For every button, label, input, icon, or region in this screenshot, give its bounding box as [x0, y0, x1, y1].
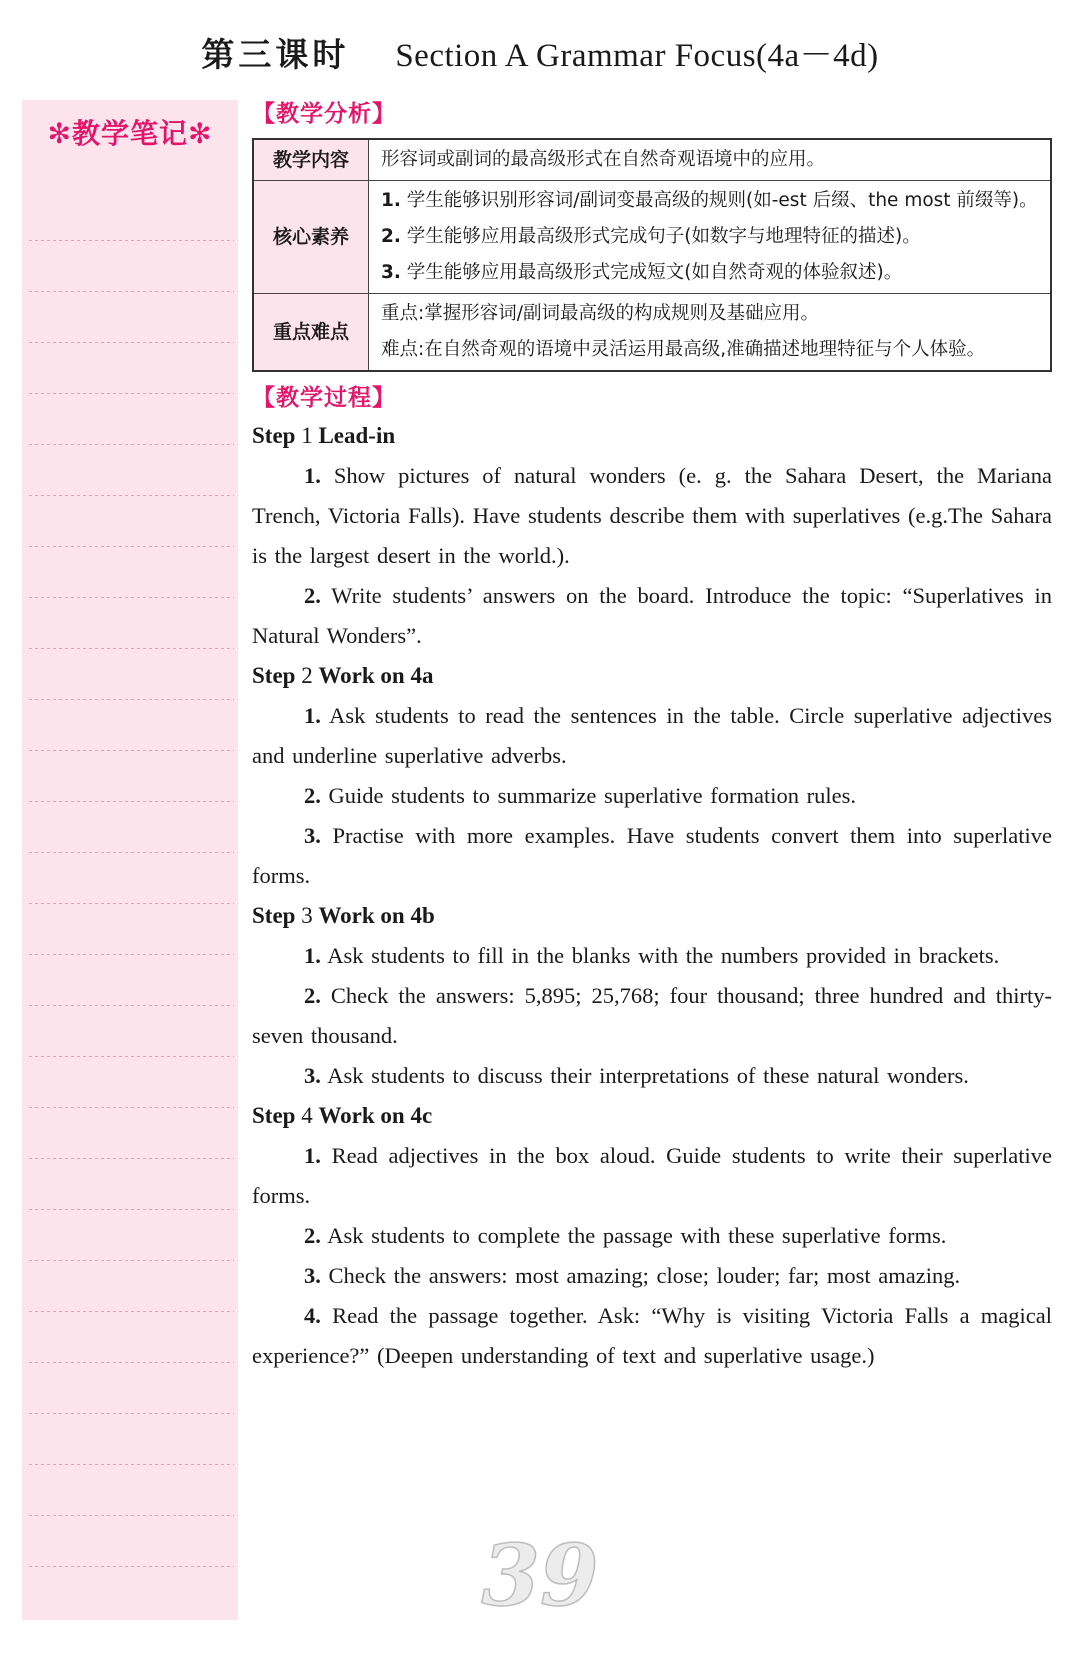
- step-number: 2: [301, 663, 313, 688]
- list-item: [381, 219, 1040, 255]
- para-number: 1.: [304, 1143, 321, 1168]
- para-number: 1.: [304, 943, 321, 968]
- para-number: 2.: [304, 583, 321, 608]
- step-heading: [252, 656, 1052, 696]
- step-heading: [252, 896, 1052, 936]
- row-value: [369, 181, 1052, 294]
- para-text: Read the passage together. Ask: “Why is visiting Victoria Falls a magical experience?” (Deepen understanding of text and superlative usage.): [252, 1303, 1053, 1368]
- para-text: Check the answers: most amazing; close; louder; far; most amazing.: [328, 1263, 961, 1288]
- para-number: 4.: [304, 1303, 321, 1328]
- para-text: Read adjectives in the box aloud. Guide students to write their superlative forms.: [252, 1143, 1053, 1208]
- para-number: 3.: [304, 1263, 321, 1288]
- row-value: [369, 294, 1052, 372]
- list-item: 难点:在自然奇观的语境中灵活运用最高级,准确描述地理特征与个人体验。: [381, 339, 986, 360]
- para-number: 2.: [304, 983, 321, 1008]
- item-text: 学生能够应用最高级形式完成句子(如数字与地理特征的描述)。: [406, 226, 921, 247]
- list-item: 重点:掌握形容词/副词最高级的构成规则及基础应用。: [381, 303, 819, 324]
- para-number: 3.: [304, 823, 321, 848]
- para-number: 3.: [304, 1063, 321, 1088]
- step-word: Step: [252, 423, 296, 448]
- page-header: [0, 32, 1080, 79]
- item-number: 3.: [381, 262, 401, 283]
- step-title: Lead-in: [318, 423, 396, 448]
- para-text: Ask students to read the sentences in the table. Circle superlative adjectives and underline superlative adverbs.: [252, 703, 1052, 768]
- teaching-notes-sidebar: [22, 100, 238, 1620]
- row-label: 核心素养: [253, 181, 369, 294]
- row-label: 重点难点: [253, 294, 369, 372]
- step-paragraph: [252, 696, 1052, 776]
- step-paragraph: [252, 1136, 1052, 1216]
- step-paragraph: [252, 576, 1052, 656]
- para-number: 1.: [304, 703, 321, 728]
- item-text: 学生能够应用最高级形式完成短文(如自然奇观的体验叙述)。: [406, 262, 903, 283]
- item-number: 1.: [381, 190, 401, 211]
- para-text: Guide students to summarize superlative formation rules.: [328, 783, 857, 808]
- list-item: [381, 183, 1040, 219]
- step-paragraph: [252, 456, 1052, 576]
- para-text: Check the answers: 5,895; 25,768; four thousand; three hundred and thirty-seven thousand.: [252, 983, 1053, 1048]
- table-row: [253, 139, 1051, 181]
- step-number: 3: [301, 903, 313, 928]
- step-heading: [252, 1096, 1052, 1136]
- item-text: 学生能够识别形容词/副词变最高级的规则(如-est 后缀、the most 前缀等)。: [406, 190, 1038, 211]
- step-heading: [252, 416, 1052, 456]
- step-word: Step: [252, 663, 296, 688]
- section-title: Section A Grammar Focus(4a－4d): [395, 38, 879, 74]
- lesson-label: 第三课时: [201, 35, 350, 74]
- para-number: 1.: [304, 463, 321, 488]
- para-text: Show pictures of natural wonders (e. g. the Sahara Desert, the Mariana Trench, Victoria Falls). Have students describe them with superlatives (e.g.The Sahara is the largest desert in the world.).: [252, 463, 1052, 568]
- para-text: Ask students to fill in the blanks with the numbers provided in brackets.: [327, 943, 1000, 968]
- para-number: 2.: [304, 1223, 321, 1248]
- step-paragraph: [252, 776, 1052, 816]
- table-row: [253, 181, 1051, 294]
- para-text: Practise with more examples. Have students convert them into superlative forms.: [252, 823, 1053, 888]
- note-lines: [26, 190, 234, 1610]
- item-number: 2.: [381, 226, 401, 247]
- step-title: Work on 4a: [318, 663, 434, 688]
- step-number: 4: [301, 1103, 313, 1128]
- analysis-table: [252, 138, 1052, 372]
- step-paragraph: [252, 816, 1052, 896]
- step-word: Step: [252, 903, 296, 928]
- para-text: Ask students to complete the passage with these superlative forms.: [327, 1223, 947, 1248]
- step-title: Work on 4c: [318, 1103, 433, 1128]
- step-title: Work on 4b: [318, 903, 435, 928]
- para-text: Write students’ answers on the board. Introduce the topic: “Superlatives in Natural Wonders”.: [252, 583, 1052, 648]
- step-paragraph: [252, 1216, 1052, 1256]
- row-value: 形容词或副词的最高级形式在自然奇观语境中的应用。: [369, 139, 1052, 181]
- step-word: Step: [252, 1103, 296, 1128]
- step-paragraph: [252, 1296, 1052, 1376]
- page-number: 39: [481, 1526, 599, 1625]
- notes-title: ✻教学笔记✻: [47, 117, 213, 150]
- step-number: 1: [301, 423, 313, 448]
- list-item: [381, 255, 1040, 291]
- table-row: [253, 294, 1051, 372]
- step-paragraph: [252, 1056, 1052, 1096]
- para-text: Ask students to discuss their interpretations of these natural wonders.: [327, 1063, 969, 1088]
- row-label: 教学内容: [253, 139, 369, 181]
- step-paragraph: [252, 976, 1052, 1056]
- para-number: 2.: [304, 783, 321, 808]
- step-paragraph: [252, 936, 1052, 976]
- analysis-heading: 【教学分析】: [252, 101, 396, 127]
- process-heading: 【教学过程】: [252, 385, 396, 411]
- main-content: [252, 96, 1052, 1376]
- step-paragraph: [252, 1256, 1052, 1296]
